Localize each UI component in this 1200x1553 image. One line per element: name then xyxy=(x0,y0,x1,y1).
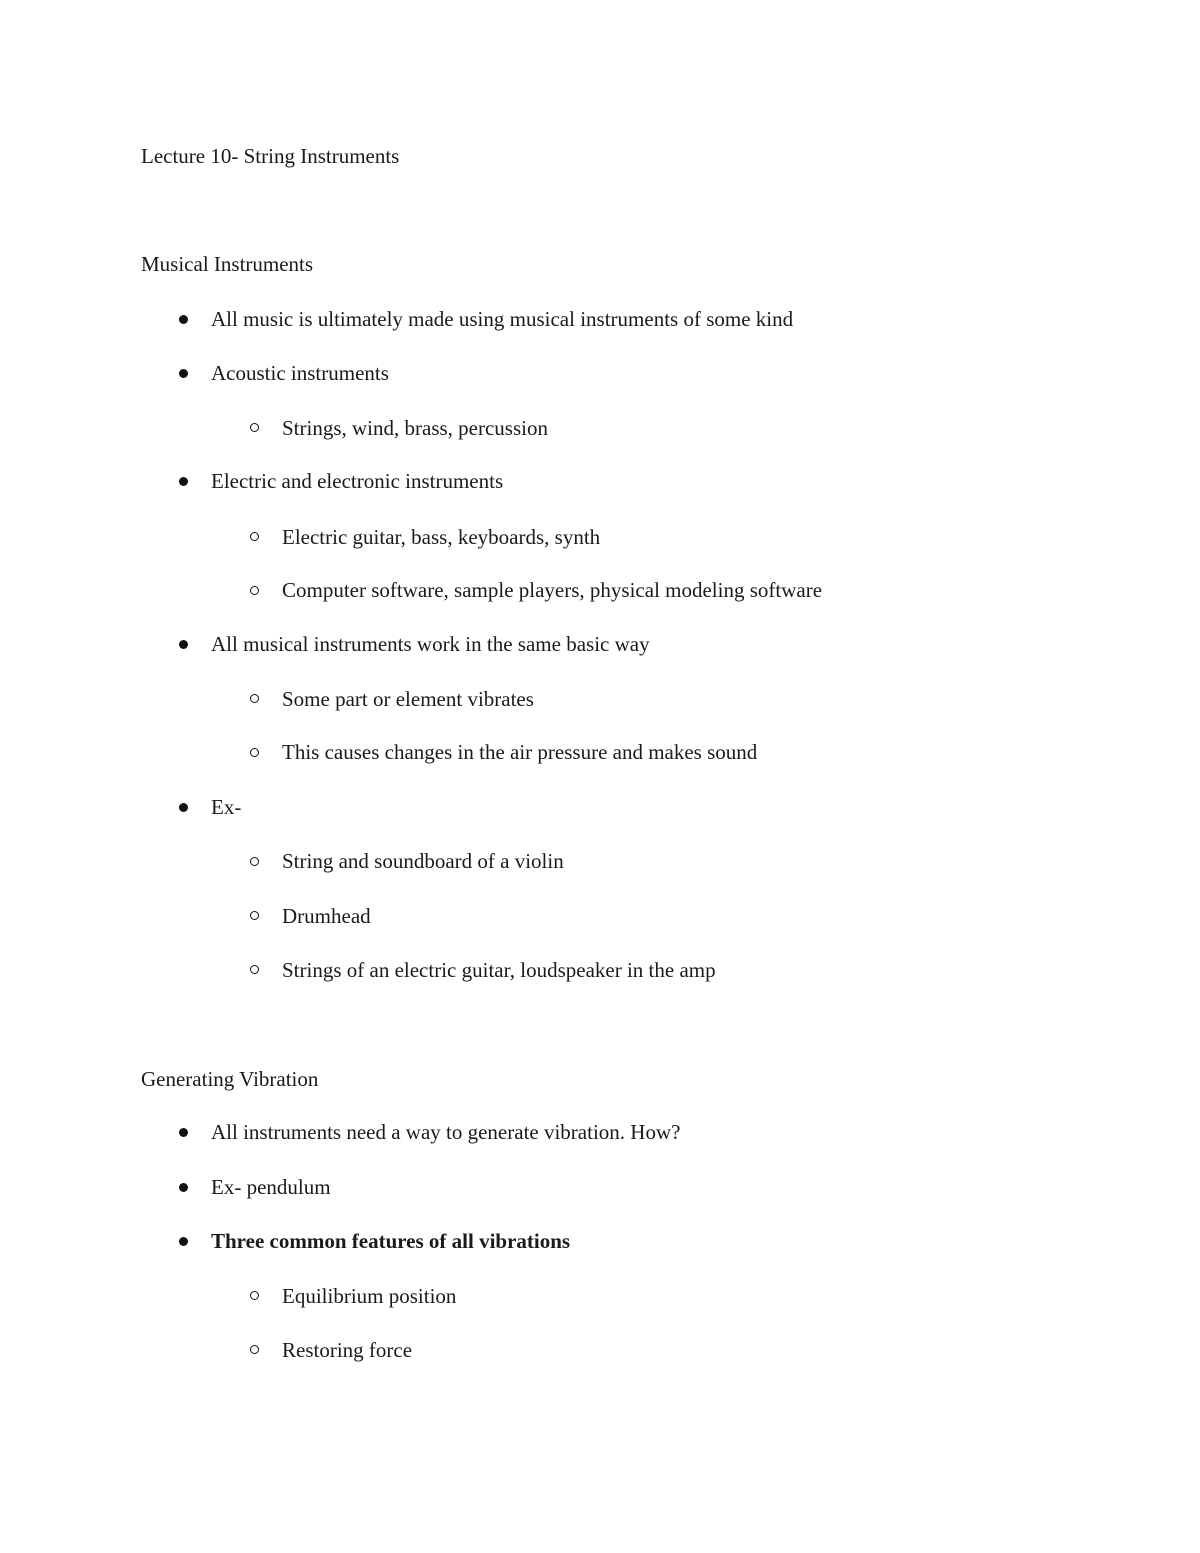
list-item: Acoustic instruments xyxy=(211,361,389,385)
list-item: Ex- xyxy=(211,795,242,819)
list-item: This causes changes in the air pressure and makes sound xyxy=(282,740,758,764)
list-item: Ex- pendulum xyxy=(211,1175,331,1199)
bullet-disc-icon xyxy=(179,803,188,812)
bullet-circle-icon xyxy=(250,748,259,757)
bullet-circle-icon xyxy=(250,586,259,595)
bullet-circle-icon xyxy=(250,965,259,974)
bullet-disc-icon xyxy=(179,1128,188,1137)
list-item: Restoring force xyxy=(282,1338,413,1362)
bullet-circle-icon xyxy=(250,1291,259,1300)
list-item: All music is ultimately made using musical instruments of some kind xyxy=(211,307,794,331)
list-item-bold: Three common features of all vibrations xyxy=(211,1229,571,1253)
bullet-circle-icon xyxy=(250,857,259,866)
list-item: Strings of an electric guitar, loudspeaker in the amp xyxy=(282,958,716,982)
bullet-disc-icon xyxy=(179,477,188,486)
list-item: Electric and electronic instruments xyxy=(211,469,504,493)
bullet-disc-icon xyxy=(179,1237,188,1246)
list-item: Strings, wind, brass, percussion xyxy=(282,416,548,440)
bullet-circle-icon xyxy=(250,423,259,432)
list-item: String and soundboard of a violin xyxy=(282,849,564,873)
bullet-disc-icon xyxy=(179,315,188,324)
bullet-circle-icon xyxy=(250,694,259,703)
document-title: Lecture 10- String Instruments xyxy=(141,144,400,168)
list-item: Drumhead xyxy=(282,904,371,928)
list-item: Computer software, sample players, physical modeling software xyxy=(282,578,823,602)
list-item: All musical instruments work in the same basic way xyxy=(211,632,650,656)
bullet-disc-icon xyxy=(179,640,188,649)
list-item: All instruments need a way to generate vibration. How? xyxy=(211,1120,681,1144)
list-item: Equilibrium position xyxy=(282,1284,457,1308)
bullet-circle-icon xyxy=(250,532,259,541)
section-heading-generating-vibration: Generating Vibration xyxy=(141,1067,319,1091)
list-item: Electric guitar, bass, keyboards, synth xyxy=(282,525,601,549)
bullet-circle-icon xyxy=(250,911,259,920)
bullet-disc-icon xyxy=(179,369,188,378)
bullet-circle-icon xyxy=(250,1345,259,1354)
bullet-disc-icon xyxy=(179,1183,188,1192)
section-heading-musical-instruments: Musical Instruments xyxy=(141,252,314,276)
list-item: Some part or element vibrates xyxy=(282,687,534,711)
